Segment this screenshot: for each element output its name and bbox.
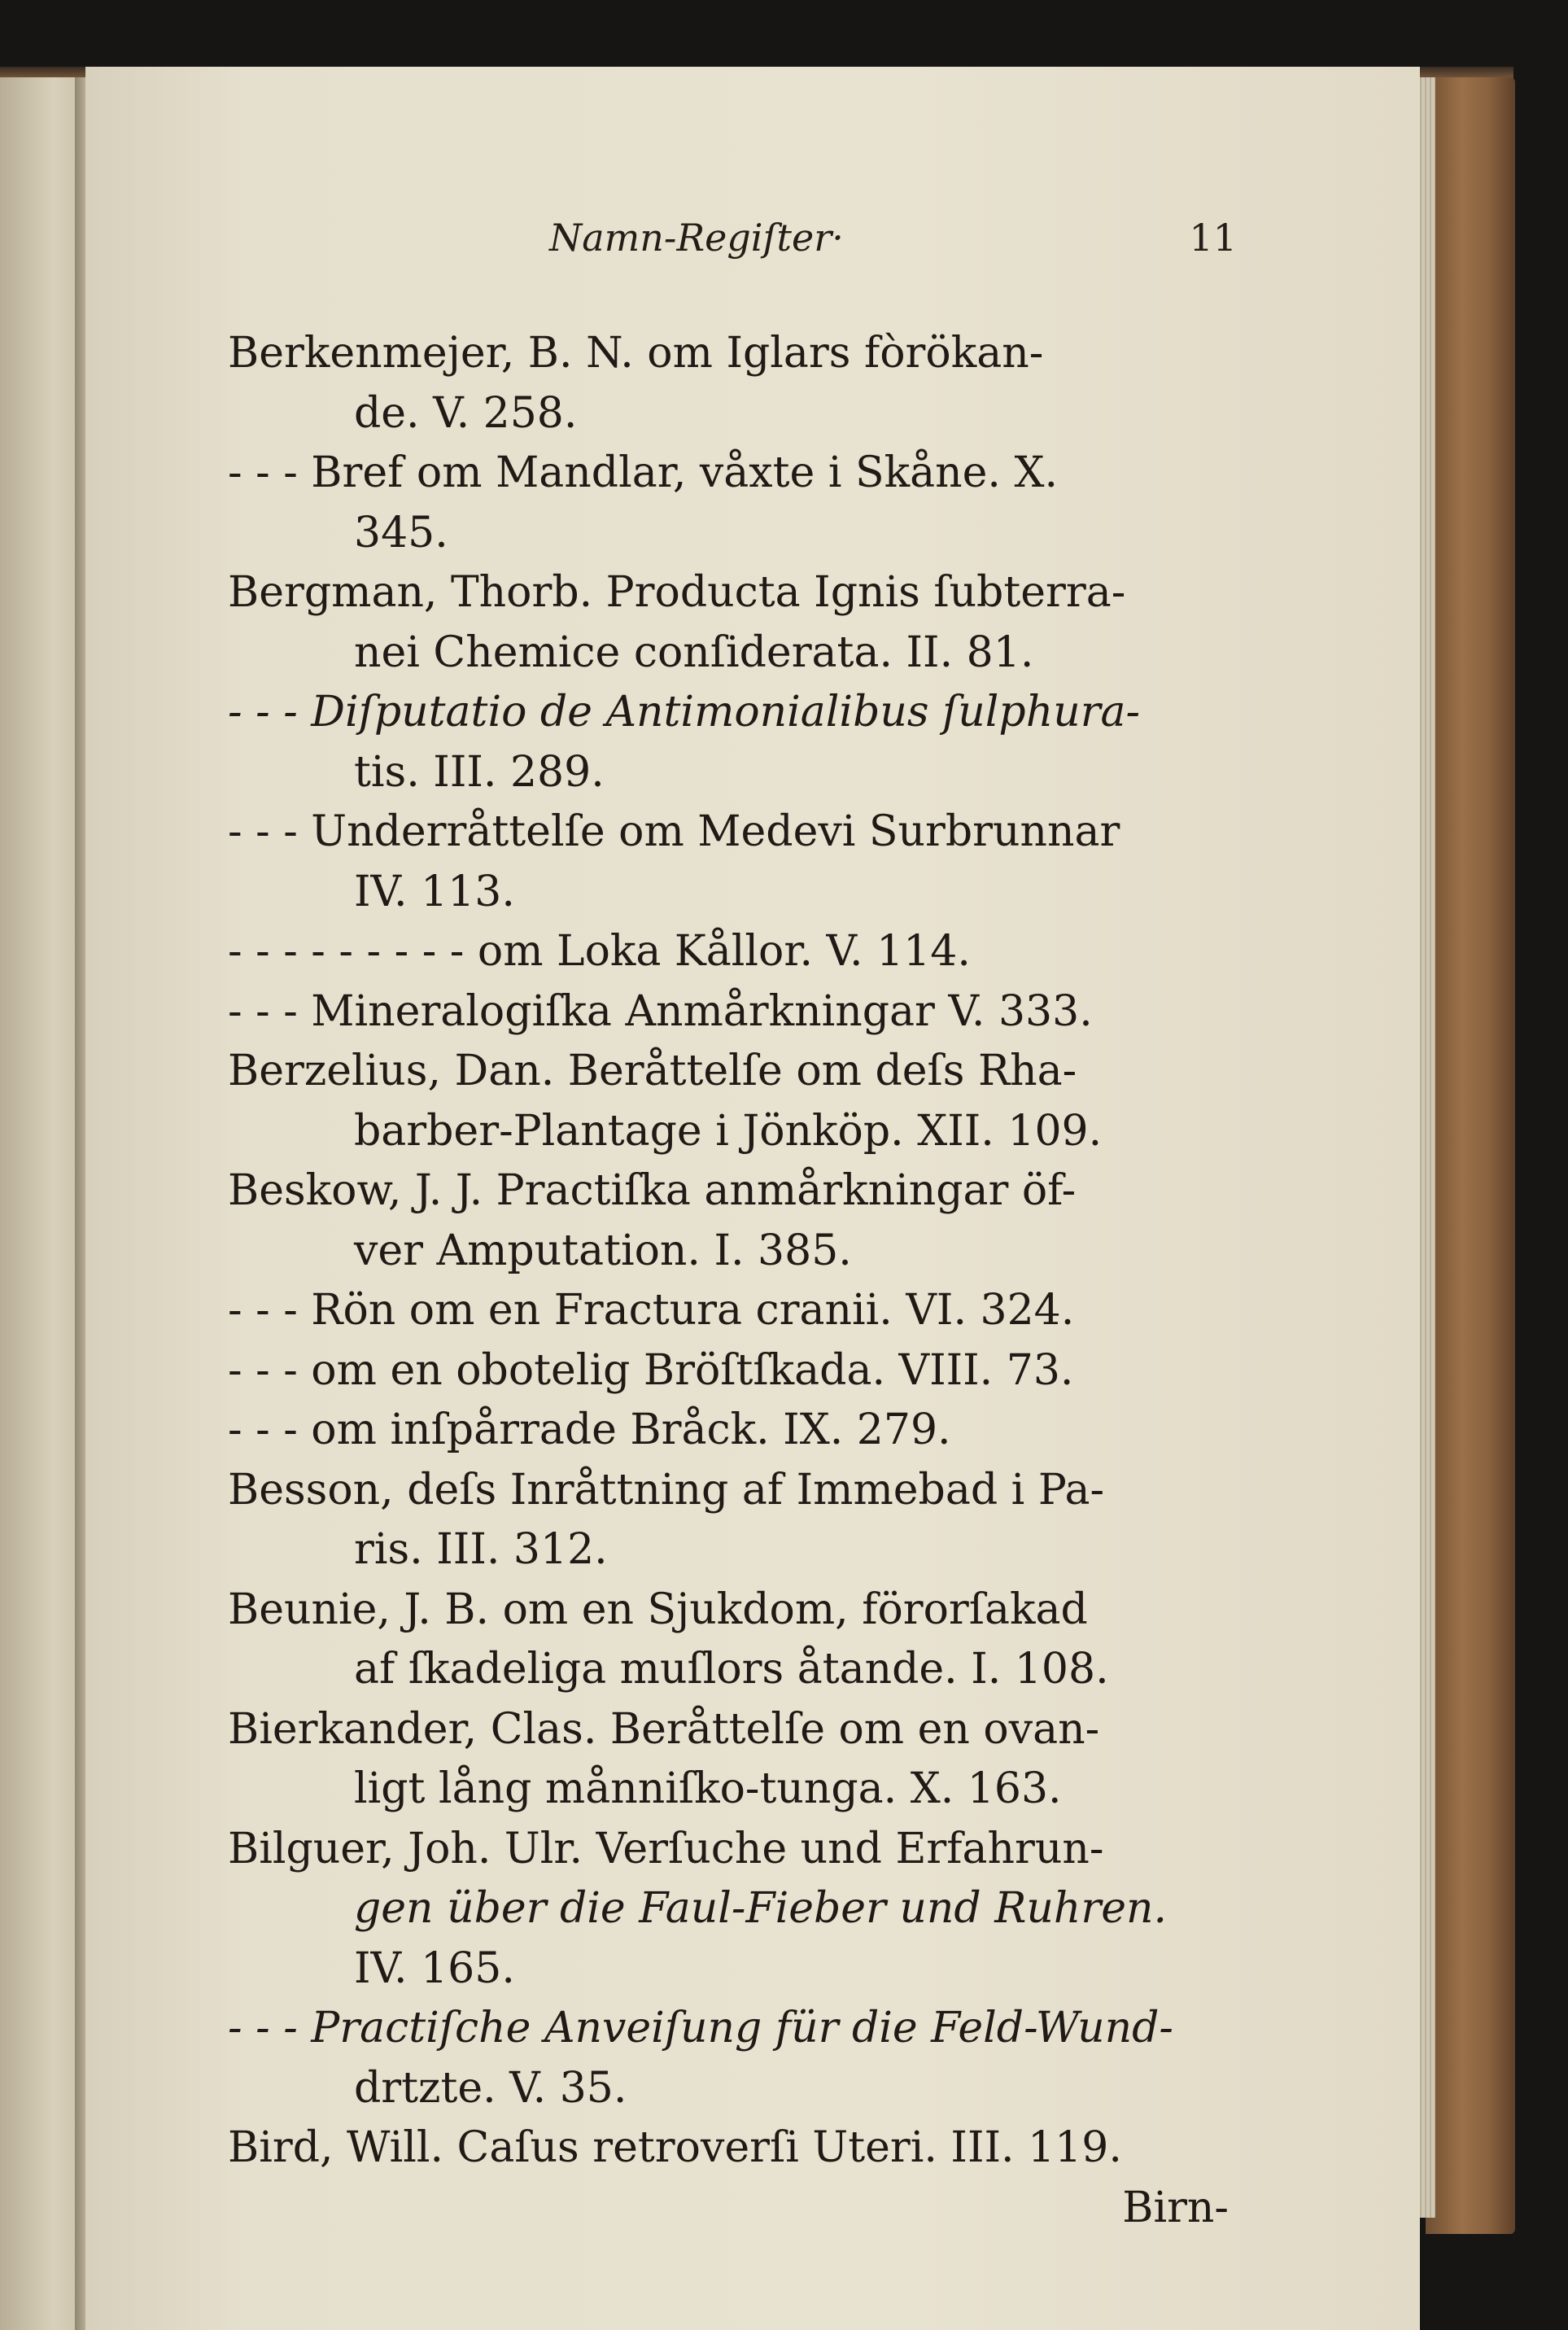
register-line: IV. 113. [354,867,515,916]
register-line: Beunie, J. B. om en Sjukdom, förorſakad [228,1585,1088,1634]
register-line: Bierkander, Clas. Beråttelſe om en ovan- [228,1704,1100,1754]
register-line: Berkenmejer, B. N. om Iglars fòrökan- [228,329,1044,378]
register-line: Berzelius, Dan. Beråttelſe om deſs Rha- [228,1047,1077,1095]
register-line: - - - Mineralogiſka Anmårkningar V. 333. [228,986,1093,1036]
register-line: Beskow, J. J. Practiſka anmårkningar öf- [228,1166,1077,1215]
register-line: ver Amputation. I. 385. [354,1226,852,1275]
running-title: Namn-Regiſter· [549,216,844,260]
register-line: ligt lång månniſko-tunga. X. 163. [354,1764,1062,1813]
register-line: IV. 165. [354,1943,515,1993]
register-line: - - - Bref om Mandlar, våxte i Skåne. X. [228,448,1058,497]
register-line: - - - om en obotelig Bröſtſkada. VIII. 73. [228,1345,1074,1395]
page-header [228,216,1237,281]
register-line: Bilguer, Joh. Ulr. Verſuche und Erfahrun- [228,1824,1104,1873]
register-line: 345. [354,508,448,557]
register-line: - - - - - - - - - om Loka Kållor. V. 114. [228,927,971,976]
register-line: af ſkadeliga muſlors åtande. I. 108. [354,1645,1109,1694]
register-line: - - - Diſputatio de Antimonialibus ſulphura- [228,688,1141,737]
register-line: tis. III. 289. [354,747,605,797]
catchword: Birn- [1122,2183,1229,2232]
register-line: - - - Practiſche Anveiſung für die Feld-Wund- [228,2004,1174,2052]
register-line: - - - Rön om en Fractura cranii. VI. 324. [228,1286,1075,1335]
register-line: Bird, Will. Caſus retroverſi Uteri. III. 119. [228,2123,1122,2172]
register-line: - - - Underråttelſe om Medevi Surbrunnar [228,807,1120,856]
register-entries [228,324,1245,2238]
register-line: drtzte. V. 35. [354,2063,627,2113]
book-cover-edge [1426,77,1515,2234]
register-line: barber-Plantage i Jönköp. XII. 109. [354,1106,1103,1156]
page-number: 11 [1189,216,1237,260]
register-line: de. V. 258. [354,388,578,438]
register-line: ris. III. 312. [354,1525,608,1574]
register-line: gen über die Faul-Fieber und Ruhren. [354,1884,1167,1933]
register-line: Bergman, Thorb. Producta Ignis ſubterra- [228,568,1126,617]
register-line: nei Chemice conſiderata. II. 81. [354,627,1034,677]
register-line: - - - om inſpårrade Bråck. IX. 279. [228,1405,951,1454]
register-line: Besson, deſs Inråttning af Immebad i Pa- [228,1465,1105,1515]
